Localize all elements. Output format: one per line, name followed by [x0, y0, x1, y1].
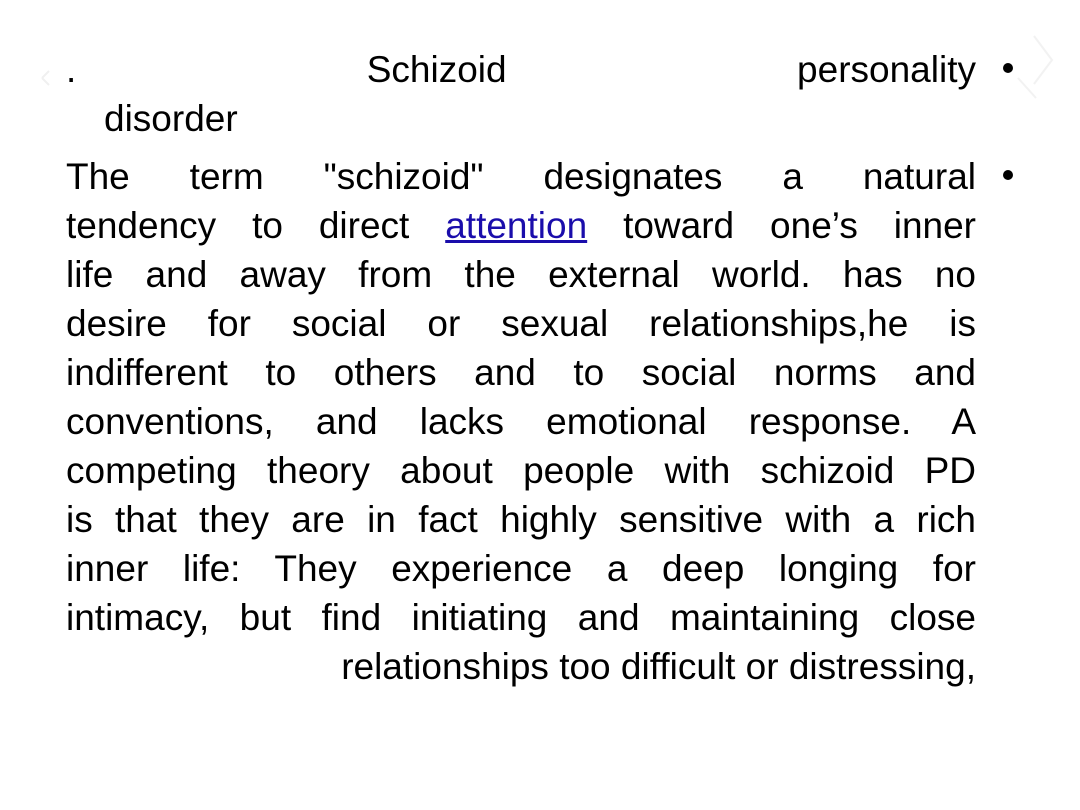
heading-line	[66, 45, 976, 94]
heading-word-personality: personality	[797, 49, 976, 90]
body-line: inner life: They experience a deep longing for	[66, 548, 976, 589]
heading-dot-text: .	[66, 49, 77, 90]
body-line: is that they are in fact highly sensitive with a rich	[66, 499, 976, 540]
body-line: intimacy, but find initiating and maintaining close	[66, 597, 976, 638]
body-paragraph	[66, 152, 976, 691]
heading-word-schizoid: Schizoid	[366, 49, 507, 90]
heading-bullet	[66, 45, 976, 143]
body-line: life and away from the external world. has no	[66, 254, 976, 295]
faint-corner-mark-icon	[1014, 32, 1058, 102]
faint-mark-icon	[40, 68, 58, 88]
body-line: relationships too difficult or distressing,	[341, 646, 976, 687]
body-line: conventions, and lacks emotional response. A	[66, 401, 976, 442]
body-line: competing theory about people with schizoid PD	[66, 450, 976, 491]
body-line: desire for social or sexual relationships,he is	[66, 303, 976, 344]
body-line-text: toward one’s inner	[587, 205, 976, 246]
bullet-icon	[1003, 63, 1013, 73]
bullet-icon	[1003, 170, 1013, 180]
body-line	[66, 201, 976, 250]
attention-link[interactable]: attention	[445, 205, 588, 246]
body-line-text: tendency to direct	[66, 205, 446, 246]
body-line: indifferent to others and to social norms and	[66, 352, 976, 393]
body-line: The term "schizoid" designates a natural	[66, 156, 976, 197]
heading-word-disorder: disorder	[104, 98, 238, 139]
